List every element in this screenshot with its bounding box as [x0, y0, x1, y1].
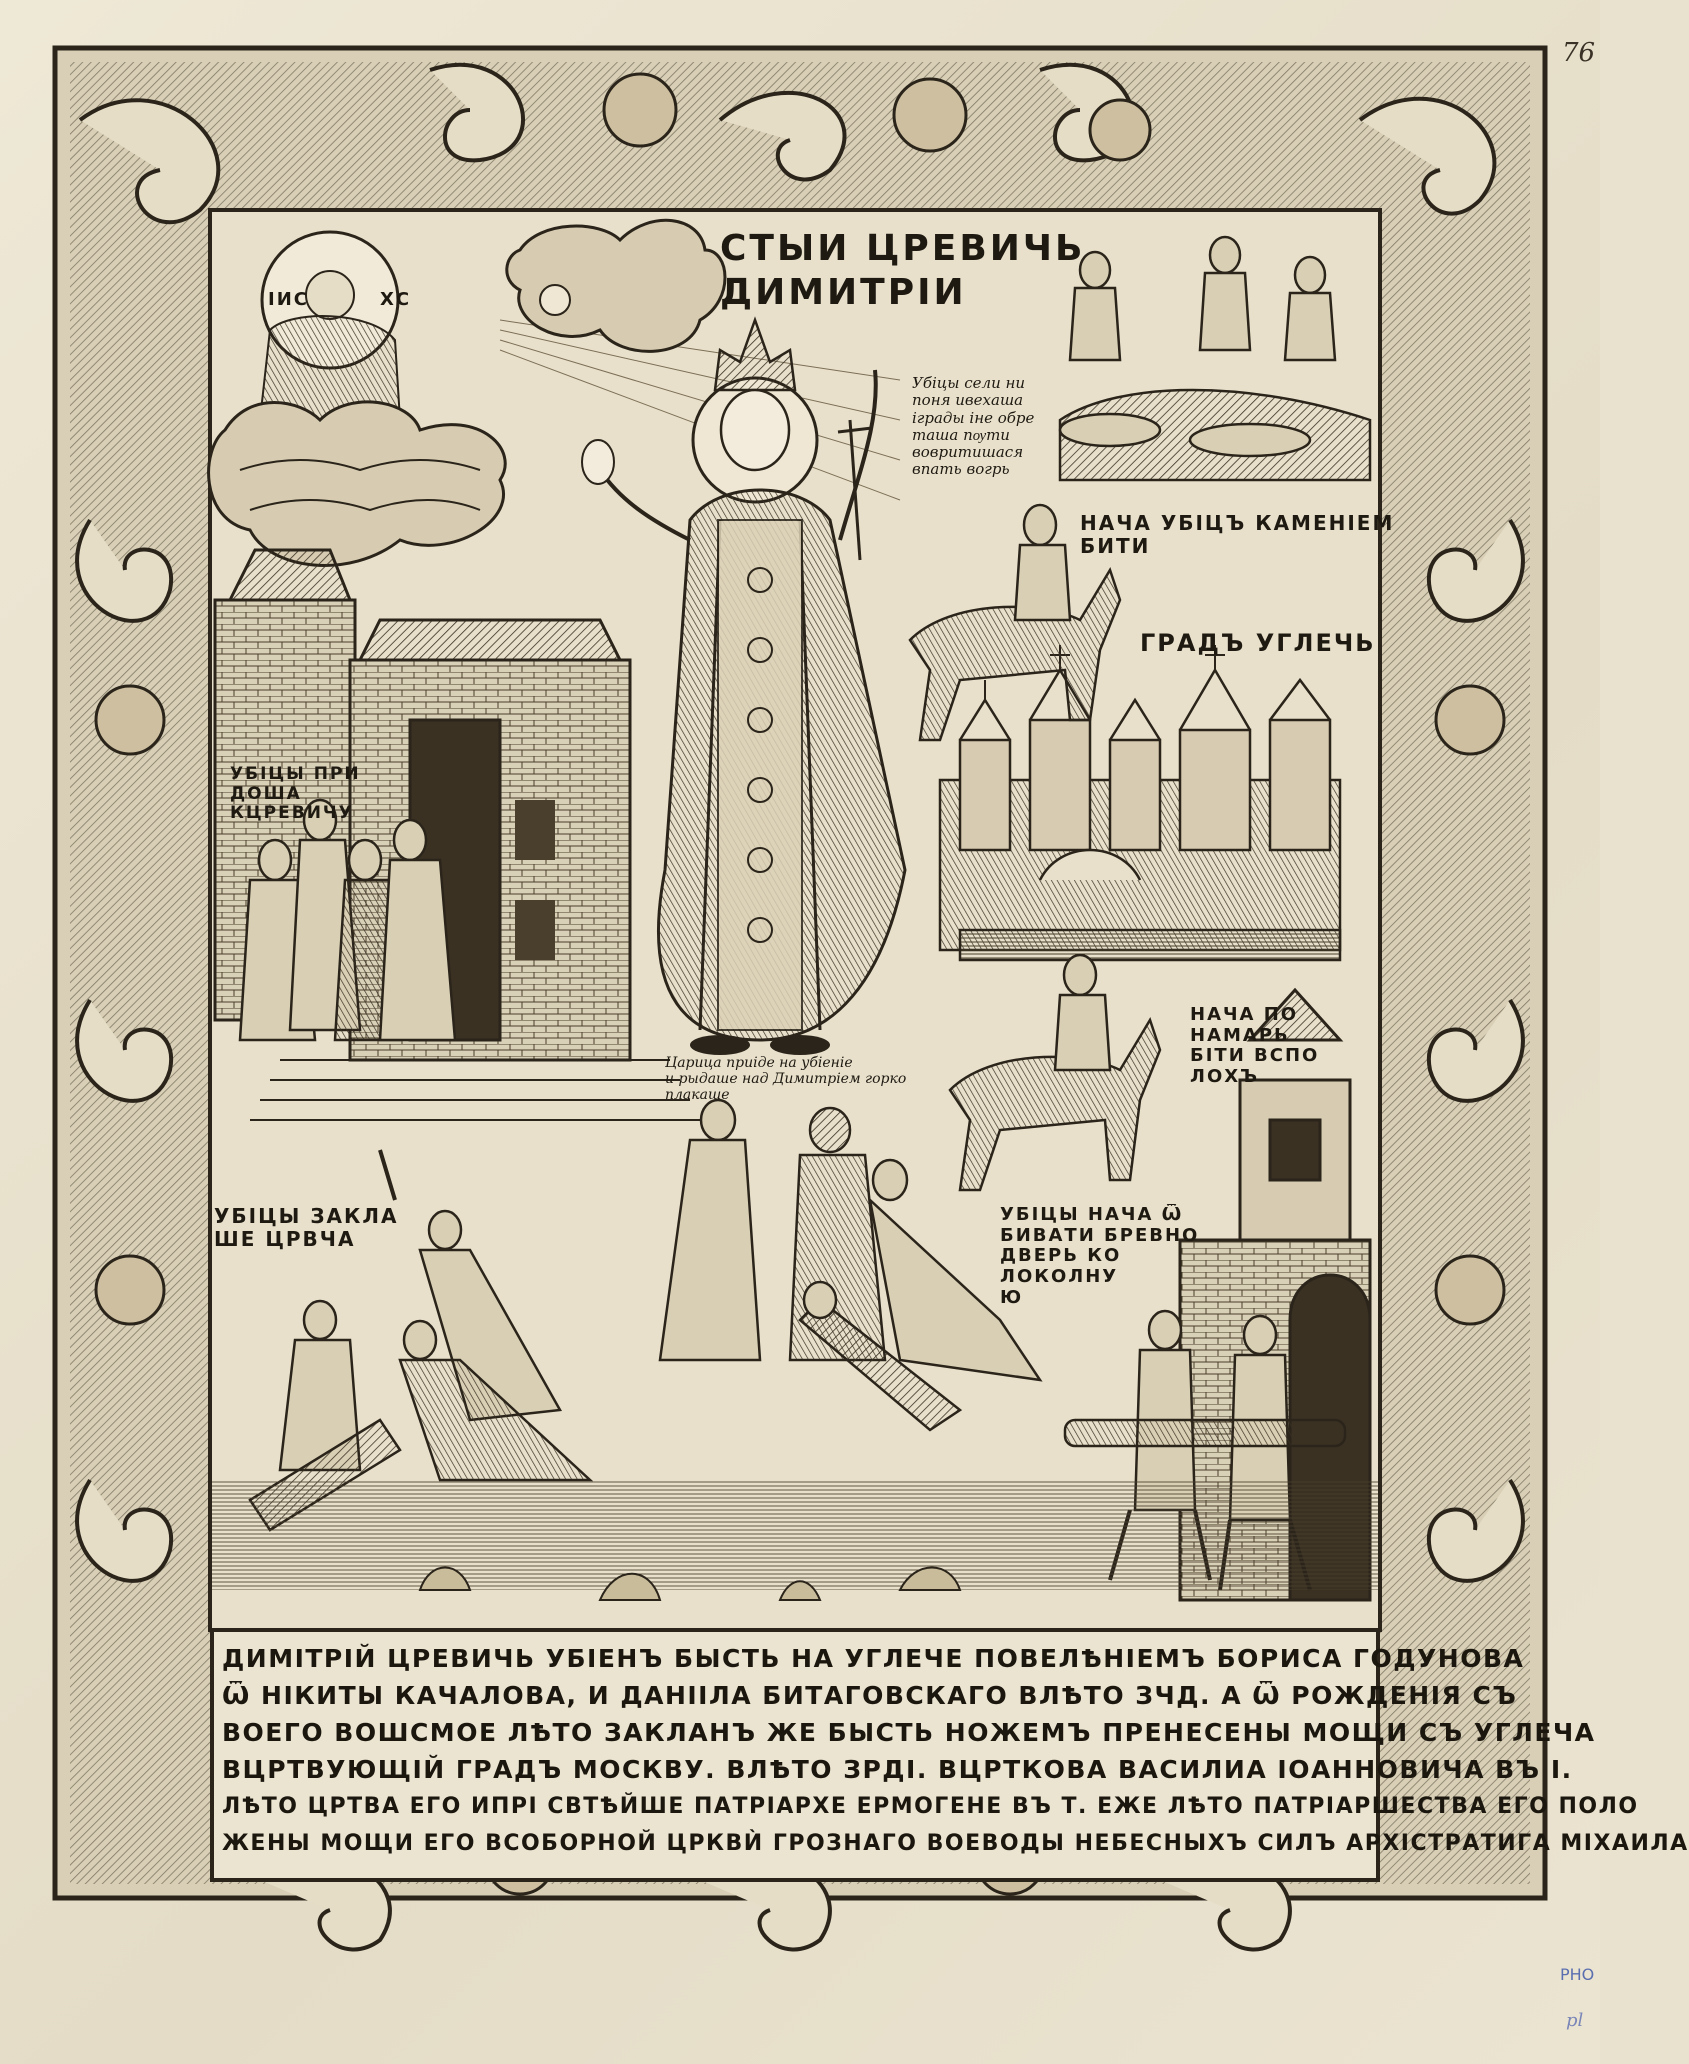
label-murderers-fled: Убіцы сели ни поня ивехаша іграды іне обре таша пѹти вовритишася впать вогрь [912, 374, 1035, 479]
label-mother-came: Царица приіде на убіеніе и рыдаше над Димитріем горко плакаше [665, 1055, 907, 1104]
caption-line: ВЦРТВУЮЩІЙ ГРАДЪ МОСКВУ. ВЛѢТО ЗРДІ. ВЦРТКОВА ВАСИЛИА ІОАННОВИЧА ВЪ І. [222, 1755, 1573, 1784]
label-stoning: НАЧА УБІЦЪ КАМЕНІЕМ БИТИ [1080, 511, 1395, 558]
plate-number: 76 [1562, 38, 1596, 68]
ground-band [212, 1480, 1378, 1590]
label-killers-came: УБІЦЫ ПРИ ДОША КЦРЕВИЧУ [230, 764, 361, 824]
label-door: УБІЦЫ НАЧА Ѿ БИВАТИ БРЕВНО ДВЕРЬ КО ЛОКОЛНУ Ю [1000, 1204, 1200, 1308]
halo-label-right: ХС [380, 289, 412, 310]
caption-line: Ѿ НІКИТЫ КАЧАЛОВА, И ДАНІІЛА БИТАГОВСКАГО ВЛѢТО ЗЧД. А Ѿ РОЖДЕНІЯ СЪ [222, 1681, 1518, 1710]
title-line-1: СТЫИ ЦРЕВИЧЬ [720, 228, 1086, 269]
label-city-uglich: ГРАДЪ УГЛЕЧЬ [1140, 629, 1376, 657]
caption-line: ЛѢТО ЦРТВА ЕГО ИПРІ СВТѢЙШЕ ПАТРІАРХЕ ЕРМОГЕНЕ ВЪ Т. ЕЖЕ ЛѢТО ПАТРІАРШЕСТВА ЕГО ПОЛО [222, 1794, 1639, 1819]
title-line-2: ДИМИТРІИ [720, 272, 967, 313]
caption-line: ВОЕГО ВОШСМОЕ ЛѢТО ЗАКЛАНЪ ЖЕ БЫСТЬ НОЖЕМЪ ПРЕНЕСЕНЫ МОЩИ СЪ УГЛЕЧА [222, 1718, 1596, 1747]
caption-line: ЖЕНЫ МОЩИ ЕГО ВСОБОРНОЙ ЦРКВЍ ГРОЗНАГО ВОЕВОДЫ НЕБЕСНЫХЪ СИЛЪ АРХІСТРАТИГА МІХАИЛА [222, 1831, 1689, 1856]
label-alarm: НАЧА ПО НАМАРЬ БІТИ ВСПО ЛОХЪ [1190, 1004, 1320, 1088]
caption-line: ДИМІТРІЙ ЦРЕВИЧЬ УБІЕНЪ БЫСТЬ НА УГЛЕЧЕ ПОВЕЛѢНІЕМЪ БОРИСА ГОДУНОВА [222, 1644, 1525, 1673]
halo-label-left: ІИС [268, 289, 309, 310]
handwritten-note: pl [1566, 2010, 1584, 2031]
collection-stamp: PHO [1560, 1965, 1595, 1984]
label-slain: УБІЦЫ ЗАКЛА ШЕ ЦРВЧА [214, 1204, 399, 1251]
caption-text [222, 1640, 1689, 1870]
